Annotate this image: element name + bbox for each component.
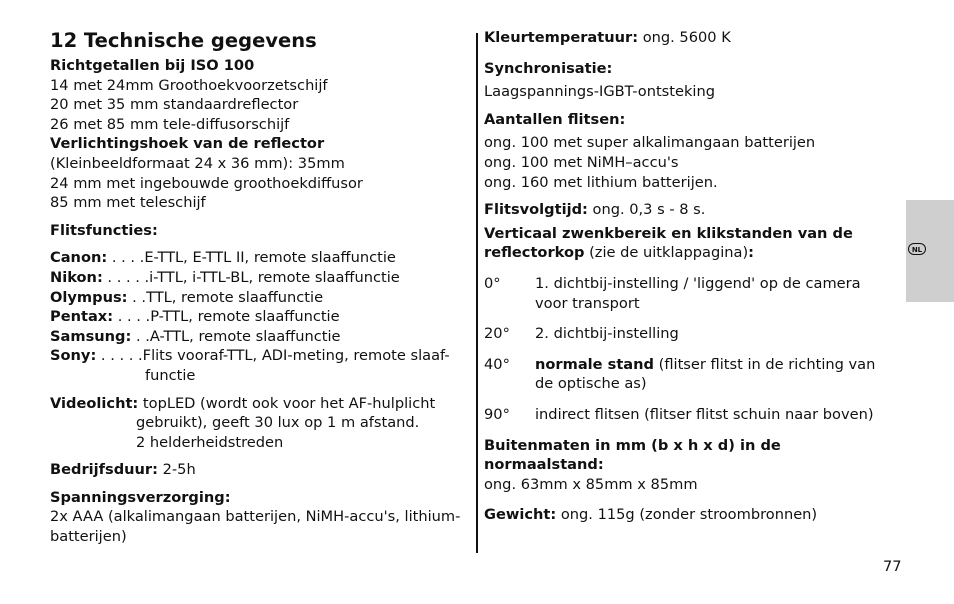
brand-label: Sony: [50,347,97,365]
language-badge: NL [908,243,926,255]
leader-dots: . . . . . [102,268,150,286]
function-item [50,268,472,288]
guide-line: 14 met 24mm Groothoekvoorzetschijf [50,76,328,94]
power-line: batterijen) [50,528,127,546]
angle-line: (Kleinbeeldformaat 24 x 36 mm): 35mm [50,154,345,172]
function-text: TTL, remote slaaffunctie [146,288,324,306]
angle-text: 1. dichtbij-instelling / 'liggend' op de camera voor transport [535,274,861,312]
function-item [50,248,472,268]
brand-label: Canon: [50,249,108,267]
video-label: Videolicht: [50,394,139,412]
angle-line: 24 mm met ingebouwde groothoekdiffusor [50,174,363,192]
angle-text: indirect flitsen (flitser flitst schuin naar boven) [535,405,874,423]
video-light [50,394,472,453]
sync-heading: Synchronisatie: [484,59,613,77]
angle-text: 2. dichtbij-instelling [535,325,679,343]
leader-dots: . . . . . [96,347,143,365]
guide-line: 26 met 85 mm tele-diffusorschijf [50,115,290,133]
function-item [50,307,472,327]
brand-label: Pentax: [50,308,114,326]
color-label: Kleurtemperatuur: [484,29,639,46]
video-text: topLED (wordt ook voor het AF-hulplicht [138,394,436,412]
function-item [50,288,472,308]
function-text: A-TTL, remote slaaffunctie [149,327,341,345]
right-column [484,28,896,525]
angle-bold: normale stand [535,355,654,373]
leader-dots: . . . . [107,249,145,267]
tilt-heading-2: reflectorkop [484,244,585,262]
page-title: 12 Technische gegevens [50,29,317,52]
brand-label: Samsung: [50,327,132,345]
video-line: 2 helderheidstreden [136,433,284,451]
sync-value: Laagspannings-IGBT-ontsteking [484,83,715,101]
angle-line: 85 mm met teleschijf [50,194,206,212]
angle-row [484,274,896,313]
duration-value: 2-5h [157,461,196,479]
dims-value: ong. 63mm x 85mm x 85mm [484,475,698,493]
function-continuation: functie [145,366,196,384]
duration-label: Bedrijfsduur: [50,461,158,479]
tilt-note: (zie de uitklappagina) [584,244,749,262]
brand-label: Olympus: [50,288,128,306]
guide-number-heading: Richtgetallen bij ISO 100 [50,57,255,74]
leader-dots: . . [131,327,150,345]
dims-heading: Buitenmaten in mm (b x h x d) in de normaalstand: [484,436,781,474]
angle-degree: 20° [484,325,510,343]
page-number: 77 [883,558,902,575]
angle-degree: 0° [484,274,501,292]
angle-desc: (flitser flitst in de richting van de optische as) [535,355,876,393]
weight [484,505,896,525]
angle-degree: 40° [484,355,510,373]
guide-line: 20 met 35 mm standaardreflector [50,96,299,114]
function-text: P-TTL, remote slaaffunctie [150,308,340,326]
column-divider [476,33,478,553]
angle-row [484,405,896,425]
angle-text [535,355,896,394]
color-temperature [484,28,896,48]
left-column [50,28,472,547]
functions-list [50,248,472,385]
tilt-heading: Verticaal zwenkbereik en klikstanden van de [484,224,853,242]
angle-row [484,324,896,344]
tilt-heading-cont [484,243,896,263]
duration [50,460,472,480]
function-text: Flits vooraf-TTL, ADI-meting, remote slaaf- [142,347,450,365]
function-item [50,346,472,366]
function-item [50,327,472,347]
function-text: E-TTL, E-TTL II, remote slaaffunctie [144,249,396,267]
video-line [50,394,472,414]
angle-degree: 90° [484,405,510,423]
tilt-colon: : [748,244,754,262]
flashes-line: ong. 100 met super alkalimangaan batterijen [484,134,816,152]
color-value: ong. 5600 K [638,29,731,46]
flashes-line: ong. 100 met NiMH–accu's [484,153,679,171]
angle-row [484,355,896,394]
brand-label: Nikon: [50,268,103,286]
recycle-label: Flitsvolgtijd: [484,201,588,219]
weight-value: ong. 115g (zonder stroombronnen) [556,506,818,524]
leader-dots: . . . . [113,308,151,326]
flashes-line: ong. 160 met lithium batterijen. [484,173,718,191]
power-heading: Spanningsverzorging: [50,488,231,506]
power-line: 2x AAA (alkalimangaan batterijen, NiMH-accu's, lithium- [50,508,461,526]
recycle-time [484,200,896,220]
angle-heading: Verlichtingshoek van de reflector [50,135,325,153]
video-line: gebruikt), geeft 30 lux op 1 m afstand. [136,414,420,432]
flashes-heading: Aantallen flitsen: [484,110,626,128]
recycle-value: ong. 0,3 s - 8 s. [587,201,706,219]
functions-heading: Flitsfuncties: [50,221,158,239]
leader-dots: . . [127,288,147,306]
function-text: i-TTL, i-TTL-BL, remote slaaffunctie [149,268,400,286]
weight-label: Gewicht: [484,506,557,524]
